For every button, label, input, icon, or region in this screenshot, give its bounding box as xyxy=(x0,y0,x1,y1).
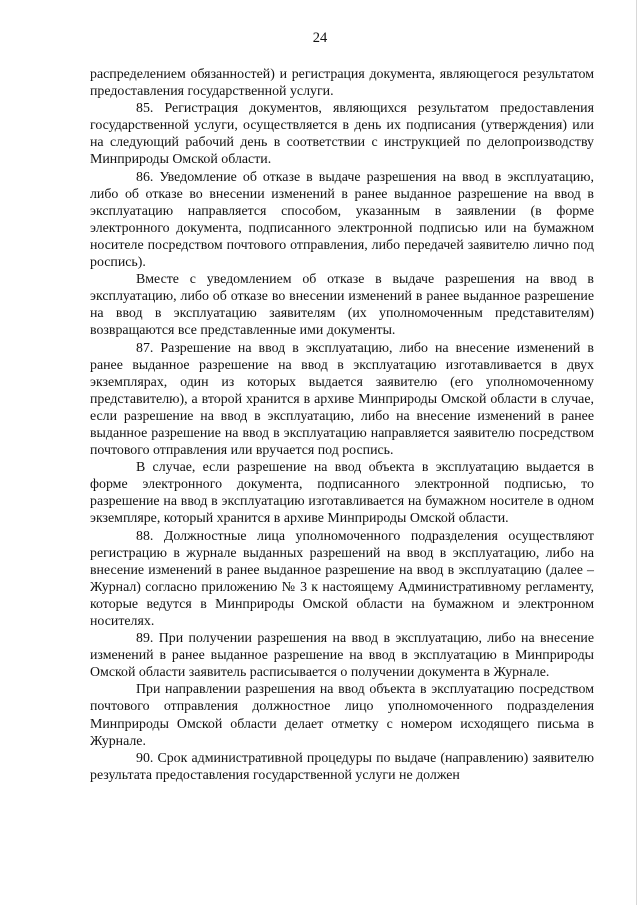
paragraph-86-continued: Вместе с уведомлением об отказе в выдаче разрешения на ввод в эксплуатацию, либо об отказе во внесении изменений в ранее выданное разрешение на ввод в эксплуатацию заявителям (их уполномоченным представителям) возвращаются все представленные ими документы. xyxy=(90,272,594,339)
paragraph-87-continued: В случае, если разрешение на ввод объекта в эксплуатацию выдается в форме электронного документа, подписанного электронной подписью, то разрешение на ввод в эксплуатацию изготавливается на бумажном носителе в одном экземпляре, который хранится в архиве Минприроды Омской области. xyxy=(90,460,594,527)
document-body xyxy=(90,66,594,784)
paragraph-90: 90. Срок административной процедуры по выдаче (направлению) заявителю результата предоставления государственной услуги не должен xyxy=(90,750,594,783)
page-number: 24 xyxy=(312,30,328,46)
paragraph-continuation: распределением обязанностей) и регистрация документа, являющегося результатом предоставления государственной услуги. xyxy=(90,67,594,100)
paragraph-89-continued: При направлении разрешения на ввод объекта в эксплуатацию посредством почтового отправления должностное лицо уполномоченного подразделения Минприроды Омской области делает отметку с номером исходящего письма в Журнале. xyxy=(90,682,594,749)
paragraph-86: 86. Уведомление об отказе в выдаче разрешения на ввод в эксплуатацию, либо об отказе во внесении изменений в ранее выданное разрешение на ввод в эксплуатацию направляется способом, указанным в заявлении (в форме электронного документа, подписанного электронной подписью или на бумажном носителе посредством почтового отправления, либо передачей заявителю лично под роспись). xyxy=(90,169,594,271)
paragraph-88: 88. Должностные лица уполномоченного подразделения осуществляют регистрацию в журнале выданных разрешений на ввод в эксплуатацию, либо на внесение изменений в ранее выданное разрешение на ввод в эксплуатацию (далее – Журнал) согласно приложению № 3 к настоящему Административному регламенту, которые ведутся в Минприроды Омской области на бумажном и электронном носителях. xyxy=(90,528,594,629)
scan-edge-line xyxy=(636,0,637,905)
paragraph-89: 89. При получении разрешения на ввод в эксплуатацию, либо на внесение изменений в ранее выданное разрешение на ввод в эксплуатацию в Минприроды Омской области заявитель расписывается о получении документа в Журнале. xyxy=(90,631,594,681)
paragraph-87: 87. Разрешение на ввод в эксплуатацию, либо на внесение изменений в ранее выданное разрешение на ввод в эксплуатацию изготавливается в двух экземплярах, один из которых выдается заявителю (его уполномоченному представителю), а второй хранится в архиве Минприроды Омской области в случае, если разрешение на ввод в эксплуатацию, либо на внесение изменений в ранее выданное разрешение на ввод в эксплуатацию направляется заявителю посредством почтового отправления или вручается под роспись. xyxy=(90,340,594,459)
paragraph-85: 85. Регистрация документов, являющихся результатом предоставления государственной услуги, осуществляется в день их подписания (утверждения) или на следующий рабочий день в соответствии с инструкцией по делопроизводству Минприроды Омской области. xyxy=(90,101,594,168)
